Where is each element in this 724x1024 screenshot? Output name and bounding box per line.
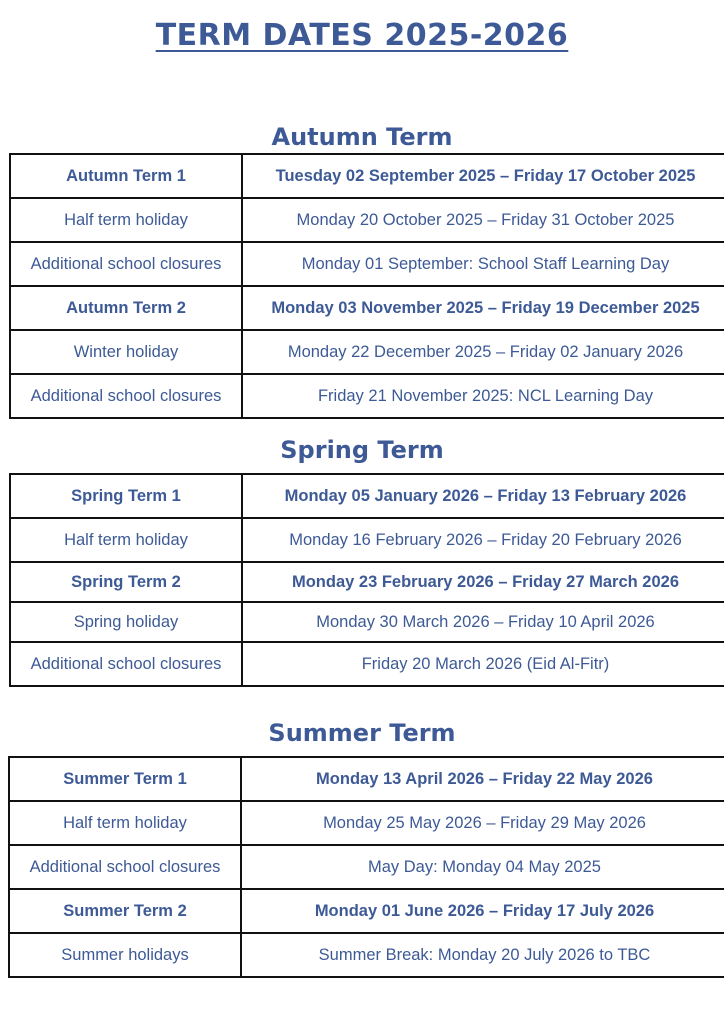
- row-dates: Monday 30 March 2026 – Friday 10 April 2026: [242, 602, 724, 642]
- table-row: [10, 602, 724, 642]
- row-dates: Monday 20 October 2025 – Friday 31 October 2025: [242, 198, 724, 242]
- row-dates: Tuesday 02 September 2025 – Friday 17 October 2025: [242, 154, 724, 198]
- spring-term-heading: Spring Term: [280, 436, 444, 464]
- table-row: [10, 562, 724, 602]
- row-dates: Monday 01 June 2026 – Friday 17 July 2026: [241, 889, 724, 933]
- row-dates: Monday 03 November 2025 – Friday 19 December 2025: [242, 286, 724, 330]
- row-label: Spring Term 2: [10, 562, 242, 602]
- row-dates: Monday 22 December 2025 – Friday 02 January 2026: [242, 330, 724, 374]
- row-dates: Monday 23 February 2026 – Friday 27 March 2026: [242, 562, 724, 602]
- row-label: Additional school closures: [10, 242, 242, 286]
- page-title: TERM DATES 2025-2026: [155, 18, 569, 53]
- table-row: [9, 933, 724, 977]
- table-row: [9, 845, 724, 889]
- table-row: [9, 889, 724, 933]
- row-label: Additional school closures: [9, 845, 241, 889]
- table-row: [10, 642, 724, 686]
- table-row: [10, 154, 724, 198]
- table-row: [10, 286, 724, 330]
- row-label: Additional school closures: [10, 374, 242, 418]
- table-row: [10, 198, 724, 242]
- summer-term-table: [8, 756, 724, 978]
- row-dates: Summer Break: Monday 20 July 2026 to TBC: [241, 933, 724, 977]
- row-label: Additional school closures: [10, 642, 242, 686]
- row-label: Summer holidays: [9, 933, 241, 977]
- table-row: [9, 757, 724, 801]
- table-row: [10, 330, 724, 374]
- row-dates: May Day: Monday 04 May 2025: [241, 845, 724, 889]
- autumn-term-table: [9, 153, 724, 419]
- table-row: [10, 518, 724, 562]
- row-label: Summer Term 1: [9, 757, 241, 801]
- row-label: Spring holiday: [10, 602, 242, 642]
- row-label: Spring Term 1: [10, 474, 242, 518]
- row-dates: Monday 01 September: School Staff Learning Day: [242, 242, 724, 286]
- autumn-term-heading: Autumn Term: [271, 123, 453, 151]
- row-label: Autumn Term 1: [10, 154, 242, 198]
- row-label: Half term holiday: [10, 198, 242, 242]
- table-row: [10, 474, 724, 518]
- row-label: Summer Term 2: [9, 889, 241, 933]
- row-dates: Monday 05 January 2026 – Friday 13 February 2026: [242, 474, 724, 518]
- row-label: Autumn Term 2: [10, 286, 242, 330]
- row-dates: Friday 21 November 2025: NCL Learning Day: [242, 374, 724, 418]
- row-dates: Monday 13 April 2026 – Friday 22 May 2026: [241, 757, 724, 801]
- row-label: Half term holiday: [10, 518, 242, 562]
- row-dates: Friday 20 March 2026 (Eid Al-Fitr): [242, 642, 724, 686]
- table-row: [10, 242, 724, 286]
- table-row: [9, 801, 724, 845]
- spring-term-table: [9, 473, 724, 687]
- row-label: Half term holiday: [9, 801, 241, 845]
- row-dates: Monday 25 May 2026 – Friday 29 May 2026: [241, 801, 724, 845]
- row-dates: Monday 16 February 2026 – Friday 20 February 2026: [242, 518, 724, 562]
- row-label: Winter holiday: [10, 330, 242, 374]
- table-row: [10, 374, 724, 418]
- summer-term-heading: Summer Term: [268, 719, 456, 747]
